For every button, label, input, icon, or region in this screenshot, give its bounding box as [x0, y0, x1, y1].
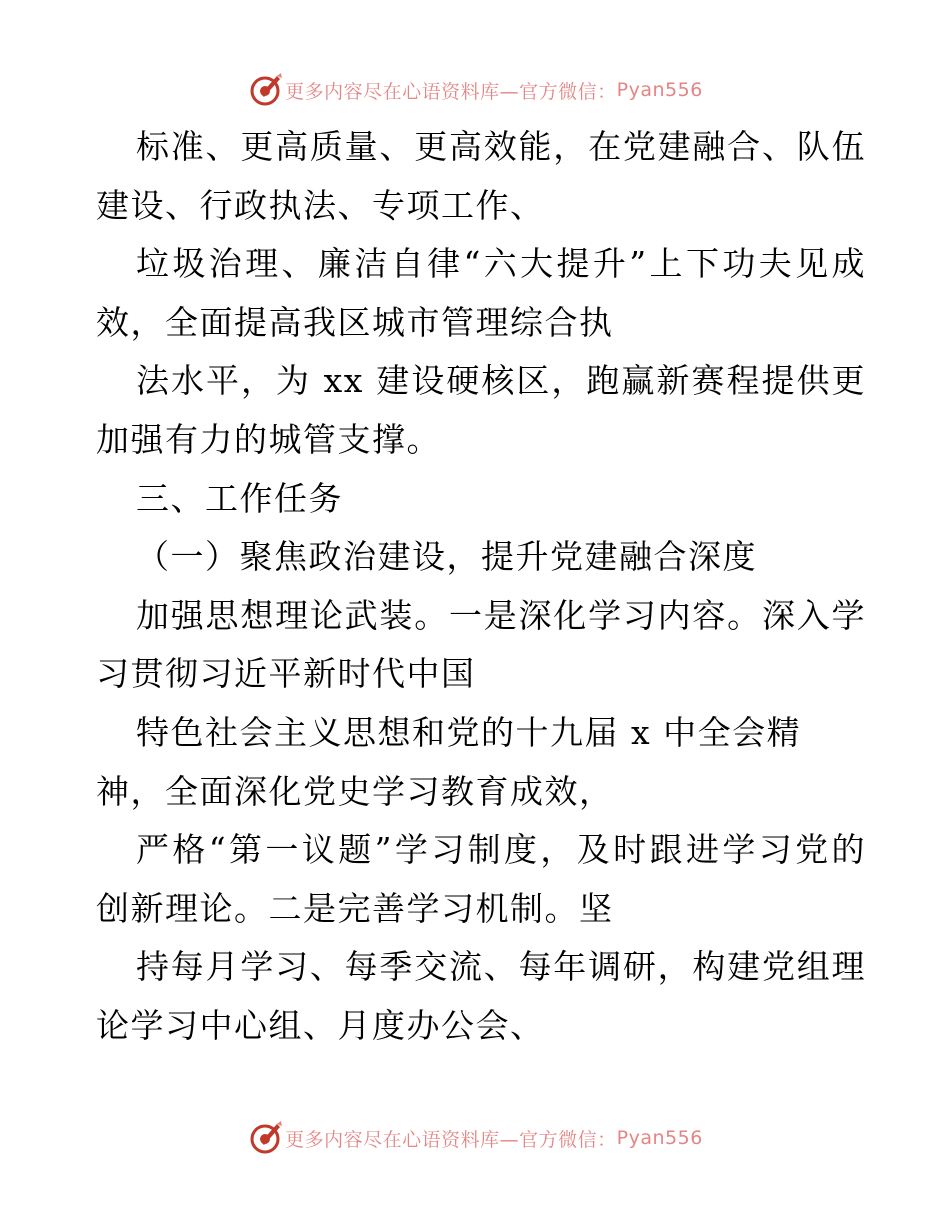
footer-watermark	[0, 1118, 950, 1158]
text-line: 论学习中心组、月度办公会、	[96, 1005, 545, 1045]
text-line: 严格“第一议题”学习制度，及时跟进学习党的	[136, 830, 866, 870]
text-line: 三、工作任务	[136, 478, 343, 518]
text-line: 标准、更高质量、更高效能，在党建融合、队伍	[136, 127, 866, 166]
text-line: 特色社会主义思想和党的十九届 x 中全会精	[136, 712, 802, 752]
text-line: 神，全面深化党史学习教育成效，	[96, 771, 614, 811]
text-line: 持每月学习、每季交流、每年调研，构建党组理	[136, 947, 866, 987]
text-line: 建设、行政执法、专项工作、	[96, 185, 545, 225]
watermark-text: 更多内容尽在心语资料库—官方微信：	[285, 80, 617, 103]
text-line: 垃圾治理、廉洁自律“六大提升”上下功夫见成	[136, 244, 866, 284]
text-line: 法水平，为 xx 建设硬核区，跑赢新赛程提供更	[136, 361, 866, 401]
text-line: 加强思想理论武装。一是深化学习内容。深入学	[136, 595, 866, 635]
text-line: 创新理论。二是完善学习机制。坚	[96, 888, 614, 928]
text-line: 加强有力的城管支撑。	[96, 419, 441, 459]
pen-logo-icon	[247, 72, 283, 108]
watermark-text: 更多内容尽在心语资料库—官方微信：	[285, 1128, 617, 1151]
header-watermark	[0, 70, 950, 110]
watermark-wechat-id: Pyan556	[616, 79, 703, 101]
document-body	[96, 118, 866, 1056]
text-line: 效，全面提高我区城市管理综合执	[96, 302, 614, 342]
text-line: 习贯彻习近平新时代中国	[96, 654, 476, 694]
watermark-wechat-id: Pyan556	[616, 1127, 703, 1149]
text-line: （一）聚焦政治建设，提升党建融合深度	[136, 537, 757, 577]
pen-logo-icon	[247, 1120, 283, 1156]
